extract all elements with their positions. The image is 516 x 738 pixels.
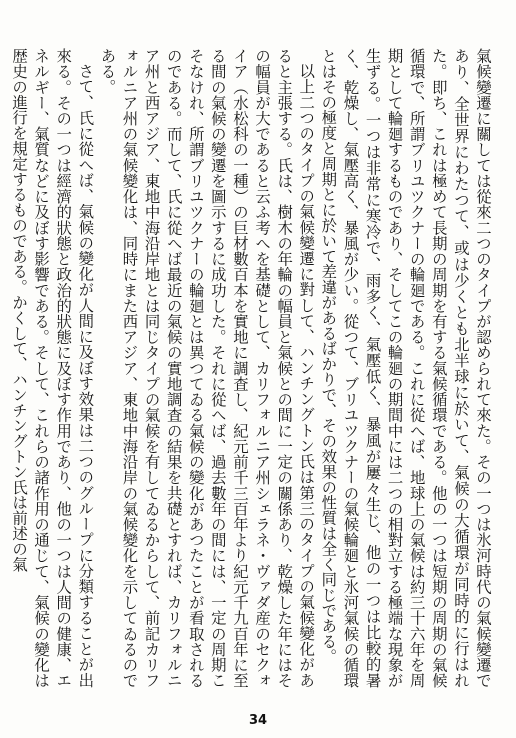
paragraph-climate-types: 氣候變遷に關しては從來二つのタイプが認められて來た。その一つは氷河時代の氣候變遷であり、全世界にわたつて、或は少くとも北半球に於いて、氣候の大循環が同時的に行はれた。即ち、これは極めて長期の周期を有する氣候循環である。他の一つは短期の周期の氣候循環で、所謂ブリユツクナーの輪廻である。これに從へば、地球上の氣候は約三十六年を周期として輪廻するものであり、そしてこの輪廻の期間中には二つの相對立する極端な現象が生ずる。一つは非常に寒冷で、雨多く、氣壓低く、暴風が屢々生じ、他の一つは比較的暑く、乾燥し、氣壓高く、暴風が少い。從つて、ブリユツクナーの氣候輪廻と氷河氣候の循環とはその極度と周期とに於いて差違があるばかりで、その效果の性質は全く同じである。 <box>319 48 492 688</box>
paragraph-huntington-third-type: 以上二つのタイプの氣候變遷に對して、ハンチングトン氏は第三のタイプの氣候變化があると主張する。氏は、樹木の年輪の幅員と氣候との間に一定の關係あり、乾燥した年にはその幅員が大であると云ふ考へを基礎として、カリフォルニア州シェラネ・ヴァダ産のセクォイア（水松科の一種）の巨材數百本を實地に調査し、紀元前千三百年より紀元千九百年に至る間の氣候の變遷を圖示するに成功した。それに從へば、過去數年の間には、一定の周期こそなけれ、所謂ブリユツクナーの輪廻とは異つてゐる氣候の變化があつたことが看取されるのである。而して、氏に從へば最近の氣候の實地調査の結果を共礎とすれば、カリフォルニア州と西アジア、東地中海沿岸地とは同じタイプの氣候を有してゐるからして、前記カリフォルニア州の氣候變化は、同時にまた西アジア、東地中海沿岸の氣候變化を示してゐるのである。 <box>98 48 316 688</box>
vertical-text-block <box>10 48 494 688</box>
paragraph-climate-effects: さて、氏に從へば、氣候の變化が人間に及ぼす效果は二つのグループに分類することが出來る。その一つは經濟的狀態と政治的狀態に及ぼす作用であり、他の一つは人間の健康、エネルギー、氣質などに及ぼす影響である。そして、これらの諸作用の通じて、氣候の變化は歴史の進行を規定するものである。かくして、ハンチングトン氏は前述の氣 <box>10 48 95 688</box>
page-number: 34 <box>248 713 268 728</box>
